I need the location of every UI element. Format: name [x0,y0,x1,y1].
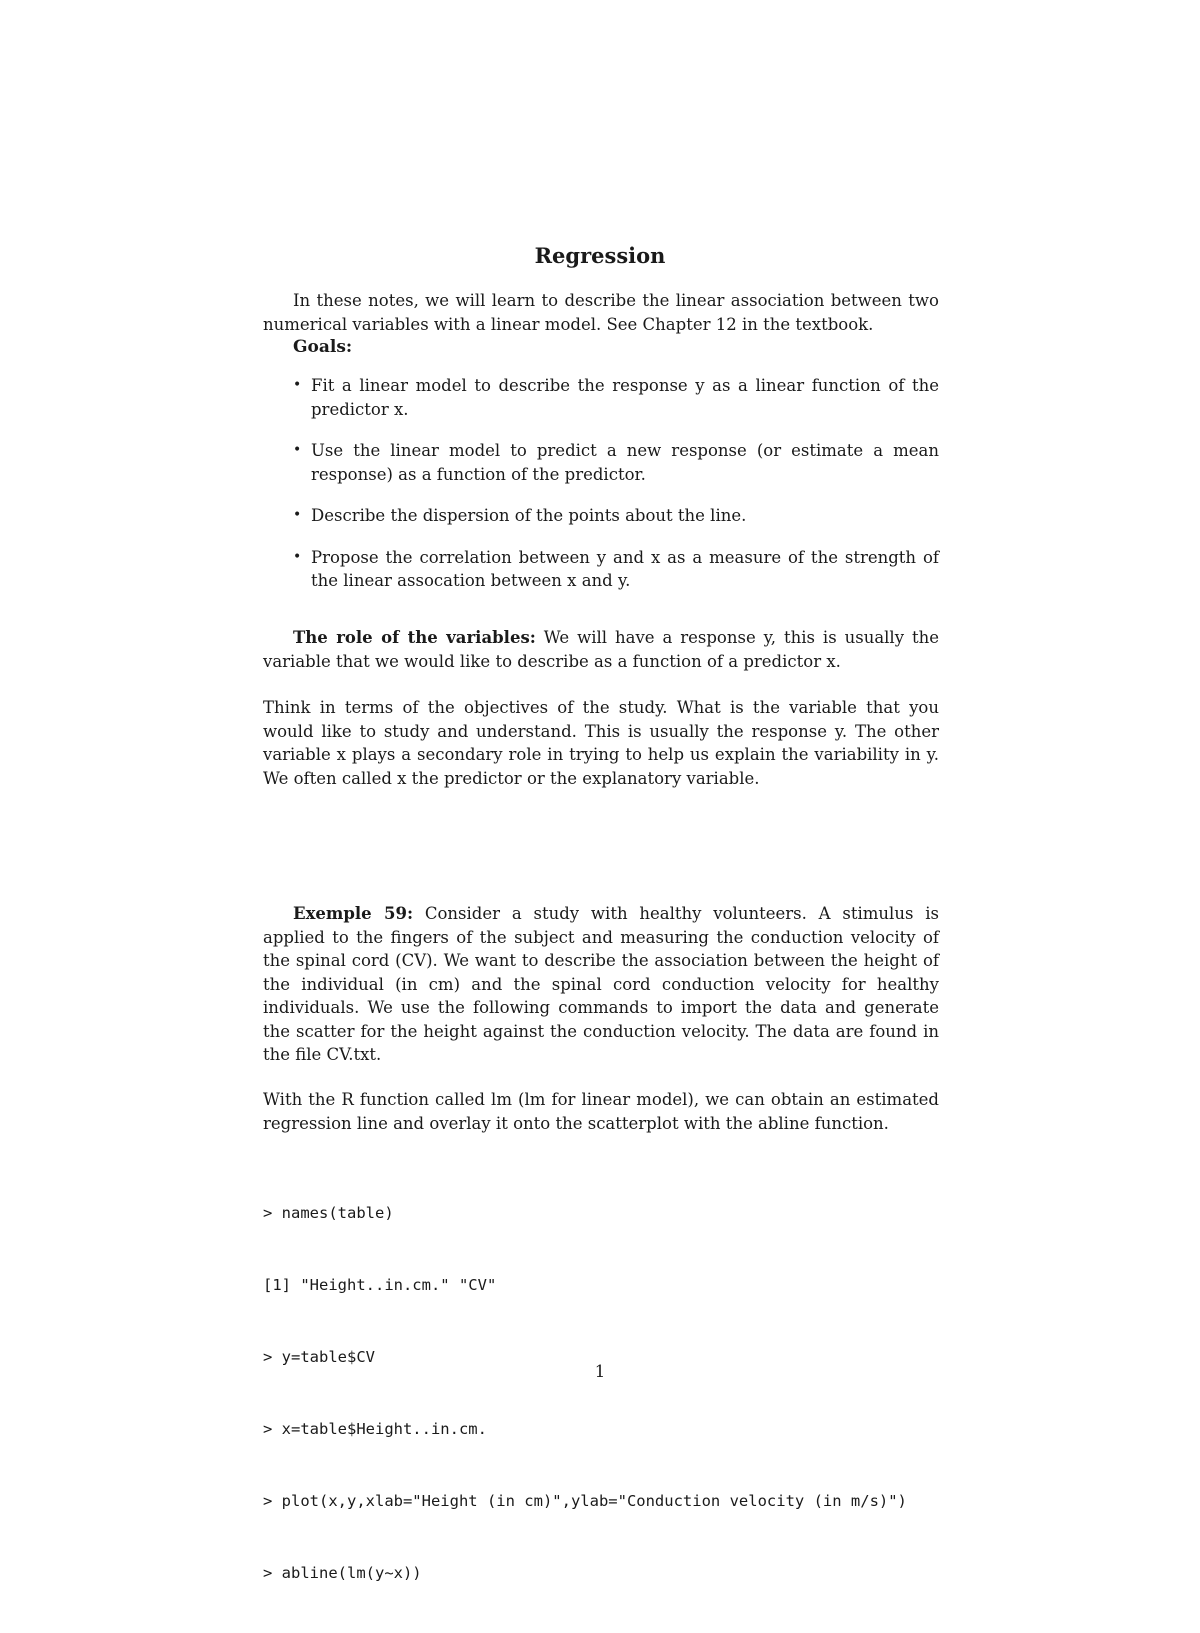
code-line: > plot(x,y,xlab="Height (in cm)",ylab="Conduction velocity (in m/s)") [263,1492,907,1510]
role-text: We will have a response y, this is usually the variable that we would like to describe as a function of a predictor x. [263,628,939,671]
code-line: [1] "Height..in.cm." "CV" [263,1276,497,1294]
page-title: Regression [534,243,666,268]
code-line: > y=table$CV [263,1348,375,1366]
code-block [263,1153,907,1633]
goal-text: Fit a linear model to describe the response y as a linear function of the predictor x. [311,376,939,419]
objectives-paragraph: Think in terms of the objectives of the study. What is the variable that you would like to study and understand. This is usually the response y. The other variable x plays a secondary role in trying to help us explain the variability in y. We often called x the predictor or the explanatory variable. [263,698,939,788]
list-item [293,439,939,486]
bullet-icon: • [293,548,302,565]
bullet-icon: • [293,442,302,458]
goal-text: Describe the dispersion of the points about the line. [311,506,747,525]
example-paragraph [263,902,939,1067]
role-paragraph [263,626,939,673]
page-number: 1 [594,1362,606,1381]
goals-list [293,374,939,611]
list-item [293,504,939,528]
lm-paragraph: With the R function called lm (lm for linear model), we can obtain an estimated regression line and overlay it onto the scatterplot with the abline function. [263,1090,939,1133]
code-line: > x=table$Height..in.cm. [263,1420,487,1438]
code-line: > abline(lm(y~x)) [263,1564,422,1582]
intro-paragraph: In these notes, we will learn to describe the linear association between two numerical variables with a linear model. See Chapter 12 in the textbook. [263,291,939,334]
goal-text: Use the linear model to predict a new response (or estimate a mean response) as a function of the predictor. [311,441,939,484]
list-item [293,546,939,593]
bullet-icon: • [293,507,302,523]
example-text: Consider a study with healthy volunteers. A stimulus is applied to the fingers of the subject and measuring the conduction velocity of the spinal cord (CV). We want to describe the association between the height of the individual (in cm) and the spinal cord conduction velocity for healthy individuals. We use the following commands to import the data and generate the scatter for the height against the conduction velocity. The data are found in the file CV.txt. [263,904,939,1064]
goals-heading: Goals: [293,337,353,357]
bullet-icon: • [293,377,302,393]
code-line: > names(table) [263,1204,394,1222]
goal-text: Propose the correlation between y and x as a measure of the strength of the linear assocation between x and y. [311,547,939,590]
role-heading: The role of the variables: [293,628,536,647]
list-item [293,374,939,421]
example-heading: Exemple 59: [293,904,414,923]
